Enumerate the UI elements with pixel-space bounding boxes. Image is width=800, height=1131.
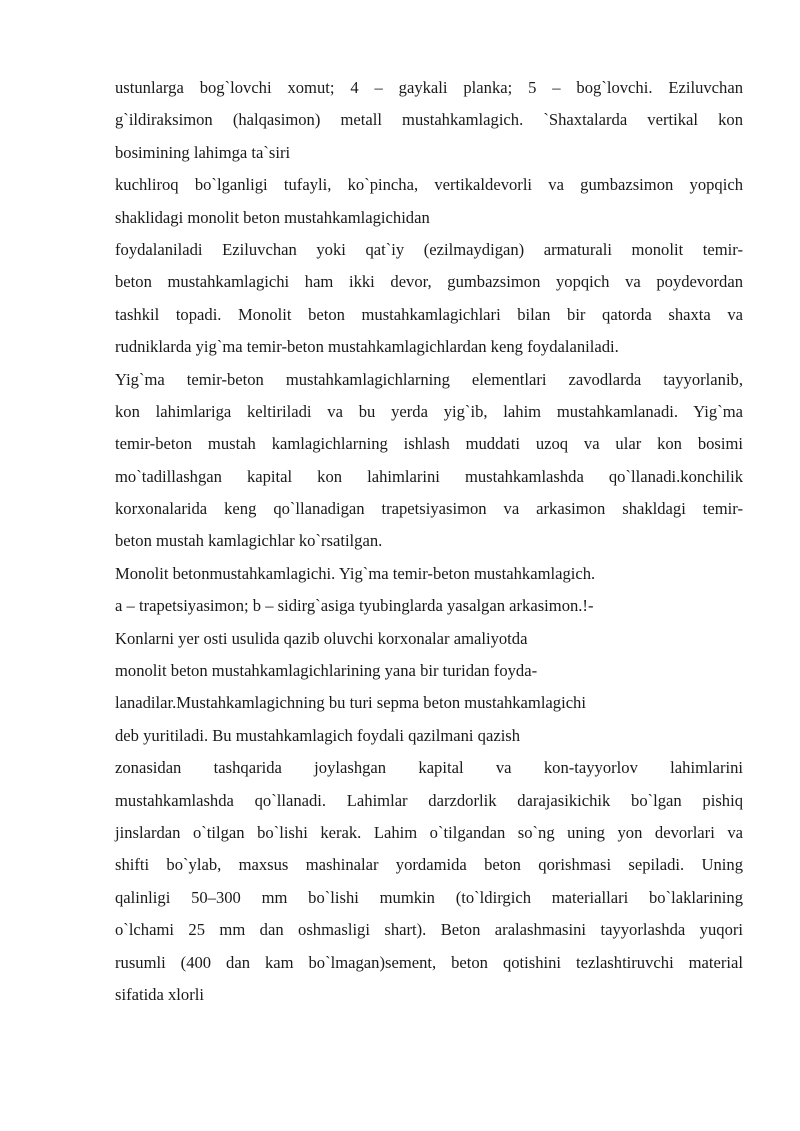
text-line: shifti bo`ylab, maxsus mashinalar yordamida beton qorishmasi sepiladi. Uning xyxy=(115,855,743,875)
text-line: lanadilar.Mustahkamlagichning bu turi sepma beton mustahkamlagichi xyxy=(115,693,586,713)
body-text xyxy=(115,72,743,1011)
text-line: beton mustah kamlagichlar ko`rsatilgan. xyxy=(115,531,383,551)
text-line: kuchliroq bo`lganligi tufayli, ko`pincha, vertikaldevorli va gumbazsimon yopqich xyxy=(115,175,743,195)
text-line: foydalaniladi Eziluvchan yoki qat`iy (ezilmaydigan) armaturali monolit temir- xyxy=(115,239,743,259)
text-line: sifatida xlorli xyxy=(115,984,204,1004)
text-line: shaklidagi monolit beton mustahkamlagichidan xyxy=(115,207,430,227)
text-line: mo`tadillashgan kapital kon lahimlarini mustahkamlashda qo`llanadi.konchilik xyxy=(115,466,743,486)
text-line: qalinligi 50–300 mm bo`lishi mumkin (to`ldirgich materiallari bo`laklarining xyxy=(115,887,743,907)
text-line: mustahkamlashda qo`llanadi. Lahimlar darzdorlik darajasikichik bo`lgan pishiq xyxy=(115,790,743,810)
text-line: monolit beton mustahkamlagichlarining yana bir turidan foyda- xyxy=(115,661,538,681)
text-line: kon lahimlariga keltiriladi va bu yerda yig`ib, lahim mustahkamlanadi. Yig`ma xyxy=(115,401,743,421)
text-line: Monolit betonmustahkamlagichi. Yig`ma temir-beton mustahkamlagich. xyxy=(115,563,596,583)
text-line: deb yuritiladi. Bu mustahkamlagich foydali qazilmani qazish xyxy=(115,725,521,745)
text-line: Konlarni yer osti usulida qazib oluvchi korxonalar amaliyotda xyxy=(115,628,528,648)
text-line: ustunlarga bog`lovchi xomut; 4 – gaykali planka; 5 – bog`lovchi. Eziluvchan xyxy=(115,78,743,97)
text-line: rusumli (400 dan kam bo`lmagan)sement, beton qotishini tezlashtiruvchi material xyxy=(115,952,743,972)
text-line: beton mustahkamlagichi ham ikki devor, gumbazsimon yopqich va poydevordan xyxy=(115,272,743,292)
text-line: g`ildiraksimon (halqasimon) metall mustahkamlagich. `Shaxtalarda vertikal kon xyxy=(115,110,743,130)
text-line: rudniklarda yig`ma temir-beton mustahkamlagichlardan keng foydalaniladi. xyxy=(115,337,619,357)
text-line: tashkil topadi. Monolit beton mustahkamlagichlari bilan bir qatorda shaxta va xyxy=(115,304,743,324)
text-line: korxonalarida keng qo`llanadigan trapetsiyasimon va arkasimon shakldagi temir- xyxy=(115,499,743,519)
text-line: Yig`ma temir-beton mustahkamlagichlarning elementlari zavodlarda tayyorlanib, xyxy=(115,369,743,389)
text-line: temir-beton mustah kamlagichlarning ishlash muddati uzoq va ular kon bosimi xyxy=(115,434,743,454)
text-line: a – trapetsiyasimon; b – sidirg`asiga tyubinglarda yasalgan arkasimon.!- xyxy=(115,596,594,616)
text-line: bosimining lahimga ta`siri xyxy=(115,142,291,162)
text-line: jinslardan o`tilgan bo`lishi kerak. Lahim o`tilgandan so`ng uning yon devorlari va xyxy=(115,822,743,842)
text-line: o`lchami 25 mm dan oshmasligi shart). Beton aralashmasini tayyorlashda yuqori xyxy=(115,920,743,940)
text-line: zonasidan tashqarida joylashgan kapital va kon-tayyorlov lahimlarini xyxy=(115,758,743,778)
